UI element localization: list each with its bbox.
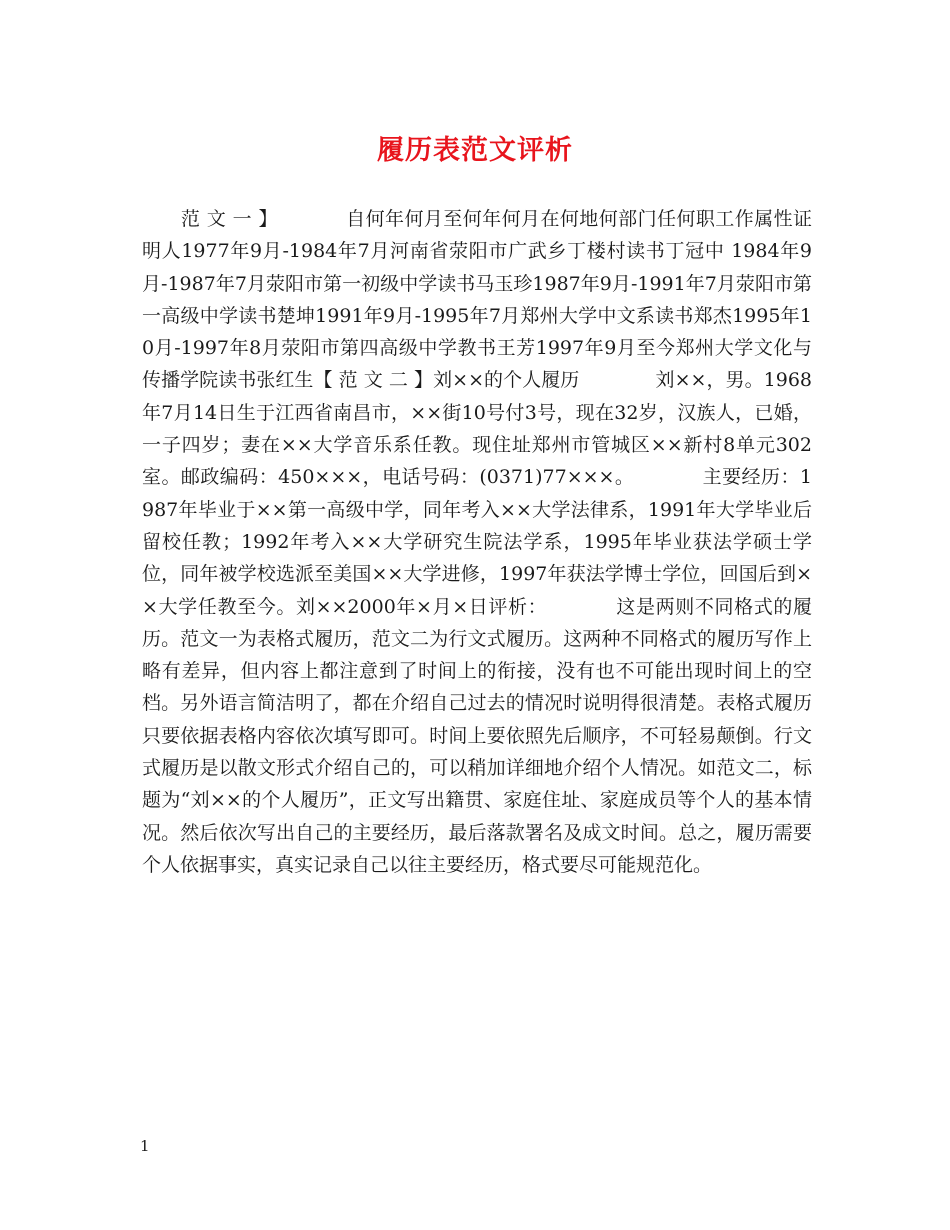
document-title: 履历表范文评析 xyxy=(377,135,573,166)
document-body: 范 文 一 】 自何年何月至何年何月在何地何部门任何职工作属性证明人1977年9月-1984年7月河南省荥阳市广武乡丁楼村读书丁冠中 1984年9月-1987年7月荥阳市第一初级中学读书马玉珍1987年9月-1991年7月荥阳市第一高级中学读书楚坤1991年9月-1995年7月郑州大学中文系读书郑杰1995年10月-1997年8月荥阳市第四高级中学教书王芳1997年9月至今郑州大学文化与传播学院读书张红生【 范 文 二 】刘××的个人履历 刘××，男。1968年7月14日生于江西省南昌市，××街10号付3号，现在32岁，汉族人，已婚，一子四岁；妻在××大学音乐系任教。现住址郑州市管城区××新村8单元302室。邮政编码：450×××，电话号码：(0371)77×××。 主要经历：1987年毕业于××第一高级中学，同年考入××大学法律系，1991年大学毕业后留校任教；1992年考入××大学研究生院法学系，1995年毕业获法学硕士学位，同年被学校选派至美国××大学进修，1997年获法学博士学位，回国后到××大学任教至今。刘××2000年×月×日评析： 这是两则不同格式的履历。范文一为表格式履历，范文二为行文式履历。这两种不同格式的履历写作上略有差异，但内容上都注意到了时间上的衔接，没有也不可能出现时间上的空档。另外语言简洁明了，都在介绍自己过去的情况时说明得很清楚。表格式履历只要依据表格内容依次填写即可。时间上要依照先后顺序，不可轻易颠倒。行文式履历是以散文形式介绍自己的，可以稍加详细地介绍个人情况。如范文二，标题为“刘××的个人履历”，正文写出籍贯、家庭住址、家庭成员等个人的基本情况。然后依次写出自己的主要经历，最后落款署名及成文时间。总之，履历需要个人依据事实，真实记录自己以往主要经历，格式要尽可能规范化。 xyxy=(142,208,812,876)
page-number: 1 xyxy=(140,1137,150,1155)
